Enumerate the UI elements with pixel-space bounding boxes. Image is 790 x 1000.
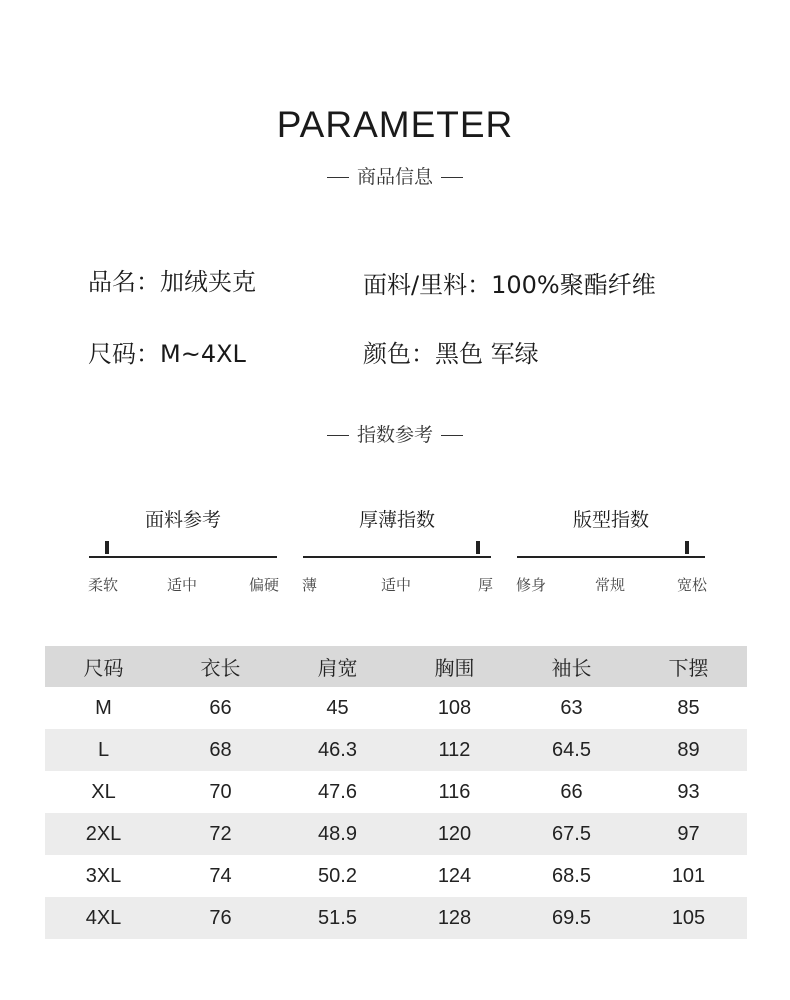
table-cell: 116 bbox=[438, 780, 471, 803]
table-cell: 66 bbox=[209, 696, 232, 719]
table-cell: 108 bbox=[437, 696, 472, 719]
table-cell: 128 bbox=[396, 897, 513, 939]
table-cell: 97 bbox=[630, 813, 747, 855]
table-cell: 66 bbox=[560, 780, 583, 803]
table-header-cell: 尺码 bbox=[45, 646, 162, 687]
table-header-row bbox=[45, 646, 747, 687]
gauge-label-left: 薄 bbox=[302, 576, 318, 594]
spec-color: 颜色：黑色 军绿 bbox=[363, 340, 539, 368]
table-cell: 63 bbox=[560, 696, 583, 719]
size-table bbox=[45, 646, 747, 939]
table-cell: 2XL bbox=[45, 813, 162, 855]
spec-name: 品名：加绒夹克 bbox=[88, 268, 256, 296]
table-cell: 47.6 bbox=[318, 780, 357, 803]
gauge-track bbox=[517, 556, 705, 558]
spec-fabric: 面料/里料：100%聚酯纤维 bbox=[363, 271, 656, 299]
gauge-marker bbox=[476, 541, 480, 554]
table-cell: 46.3 bbox=[279, 729, 396, 771]
table-row bbox=[45, 771, 747, 813]
table-cell: 70 bbox=[209, 780, 232, 803]
table-header-cell: 衣长 bbox=[162, 646, 279, 687]
table-cell: 69.5 bbox=[513, 897, 630, 939]
spec-size: 尺码：M~4XL bbox=[88, 340, 246, 368]
table-header-cell: 肩宽 bbox=[279, 646, 396, 687]
table-cell: M bbox=[95, 696, 112, 719]
table-cell: 124 bbox=[437, 864, 472, 887]
gauge-label-center: 适中 bbox=[167, 576, 198, 594]
table-cell: 76 bbox=[162, 897, 279, 939]
table-cell: XL bbox=[91, 780, 116, 803]
table-cell: 64.5 bbox=[513, 729, 630, 771]
gauge-title: 面料参考 bbox=[144, 509, 221, 531]
gauge-title: 版型指数 bbox=[572, 509, 649, 531]
gauge-label-center: 常规 bbox=[595, 576, 626, 594]
table-header-cell: 下摆 bbox=[630, 646, 747, 687]
table-cell: 67.5 bbox=[513, 813, 630, 855]
index-heading-text: 指数参考 bbox=[356, 424, 433, 446]
table-cell: 105 bbox=[630, 897, 747, 939]
gauge-label-right: 偏硬 bbox=[248, 576, 279, 594]
table-cell: 101 bbox=[671, 864, 706, 887]
gauge-label-left: 柔软 bbox=[88, 576, 119, 594]
gauge-track bbox=[303, 556, 491, 558]
gauge-label-right: 厚 bbox=[477, 576, 493, 594]
subtitle-text: 商品信息 bbox=[356, 166, 433, 188]
table-header-cell: 袖长 bbox=[513, 646, 630, 687]
gauge-label-left: 修身 bbox=[516, 576, 547, 594]
table-cell: 48.9 bbox=[279, 813, 396, 855]
table-cell: 3XL bbox=[85, 864, 122, 887]
table-row bbox=[45, 813, 747, 855]
table-row bbox=[45, 687, 747, 729]
table-cell: 50.2 bbox=[318, 864, 357, 887]
table-cell: 68 bbox=[162, 729, 279, 771]
table-cell: 112 bbox=[396, 729, 513, 771]
table-row bbox=[45, 855, 747, 897]
gauge-track bbox=[89, 556, 277, 558]
table-cell: 85 bbox=[677, 696, 700, 719]
gauge-marker bbox=[105, 541, 109, 554]
table-cell: 45 bbox=[326, 696, 349, 719]
table-cell: 4XL bbox=[45, 897, 162, 939]
gauge-marker bbox=[685, 541, 689, 554]
table-cell: 74 bbox=[209, 864, 232, 887]
dash-right bbox=[441, 177, 463, 178]
dash-right bbox=[441, 435, 463, 436]
gauge-title: 厚薄指数 bbox=[358, 509, 435, 531]
table-header-cell: 胸围 bbox=[396, 646, 513, 687]
gauge-label-right: 宽松 bbox=[676, 576, 707, 594]
table-cell: 72 bbox=[162, 813, 279, 855]
table-row bbox=[45, 729, 747, 771]
page-title: PARAMETER bbox=[276, 104, 514, 145]
index-heading bbox=[0, 420, 790, 447]
table-cell: 93 bbox=[677, 780, 700, 803]
table-cell: 89 bbox=[630, 729, 747, 771]
table-cell: L bbox=[45, 729, 162, 771]
dash-left bbox=[327, 177, 349, 178]
gauge-label-center: 适中 bbox=[381, 576, 412, 594]
table-cell: 68.5 bbox=[552, 864, 591, 887]
table-cell: 120 bbox=[396, 813, 513, 855]
section-subtitle bbox=[0, 162, 790, 189]
table-cell: 51.5 bbox=[279, 897, 396, 939]
dash-left bbox=[327, 435, 349, 436]
table-row bbox=[45, 897, 747, 939]
